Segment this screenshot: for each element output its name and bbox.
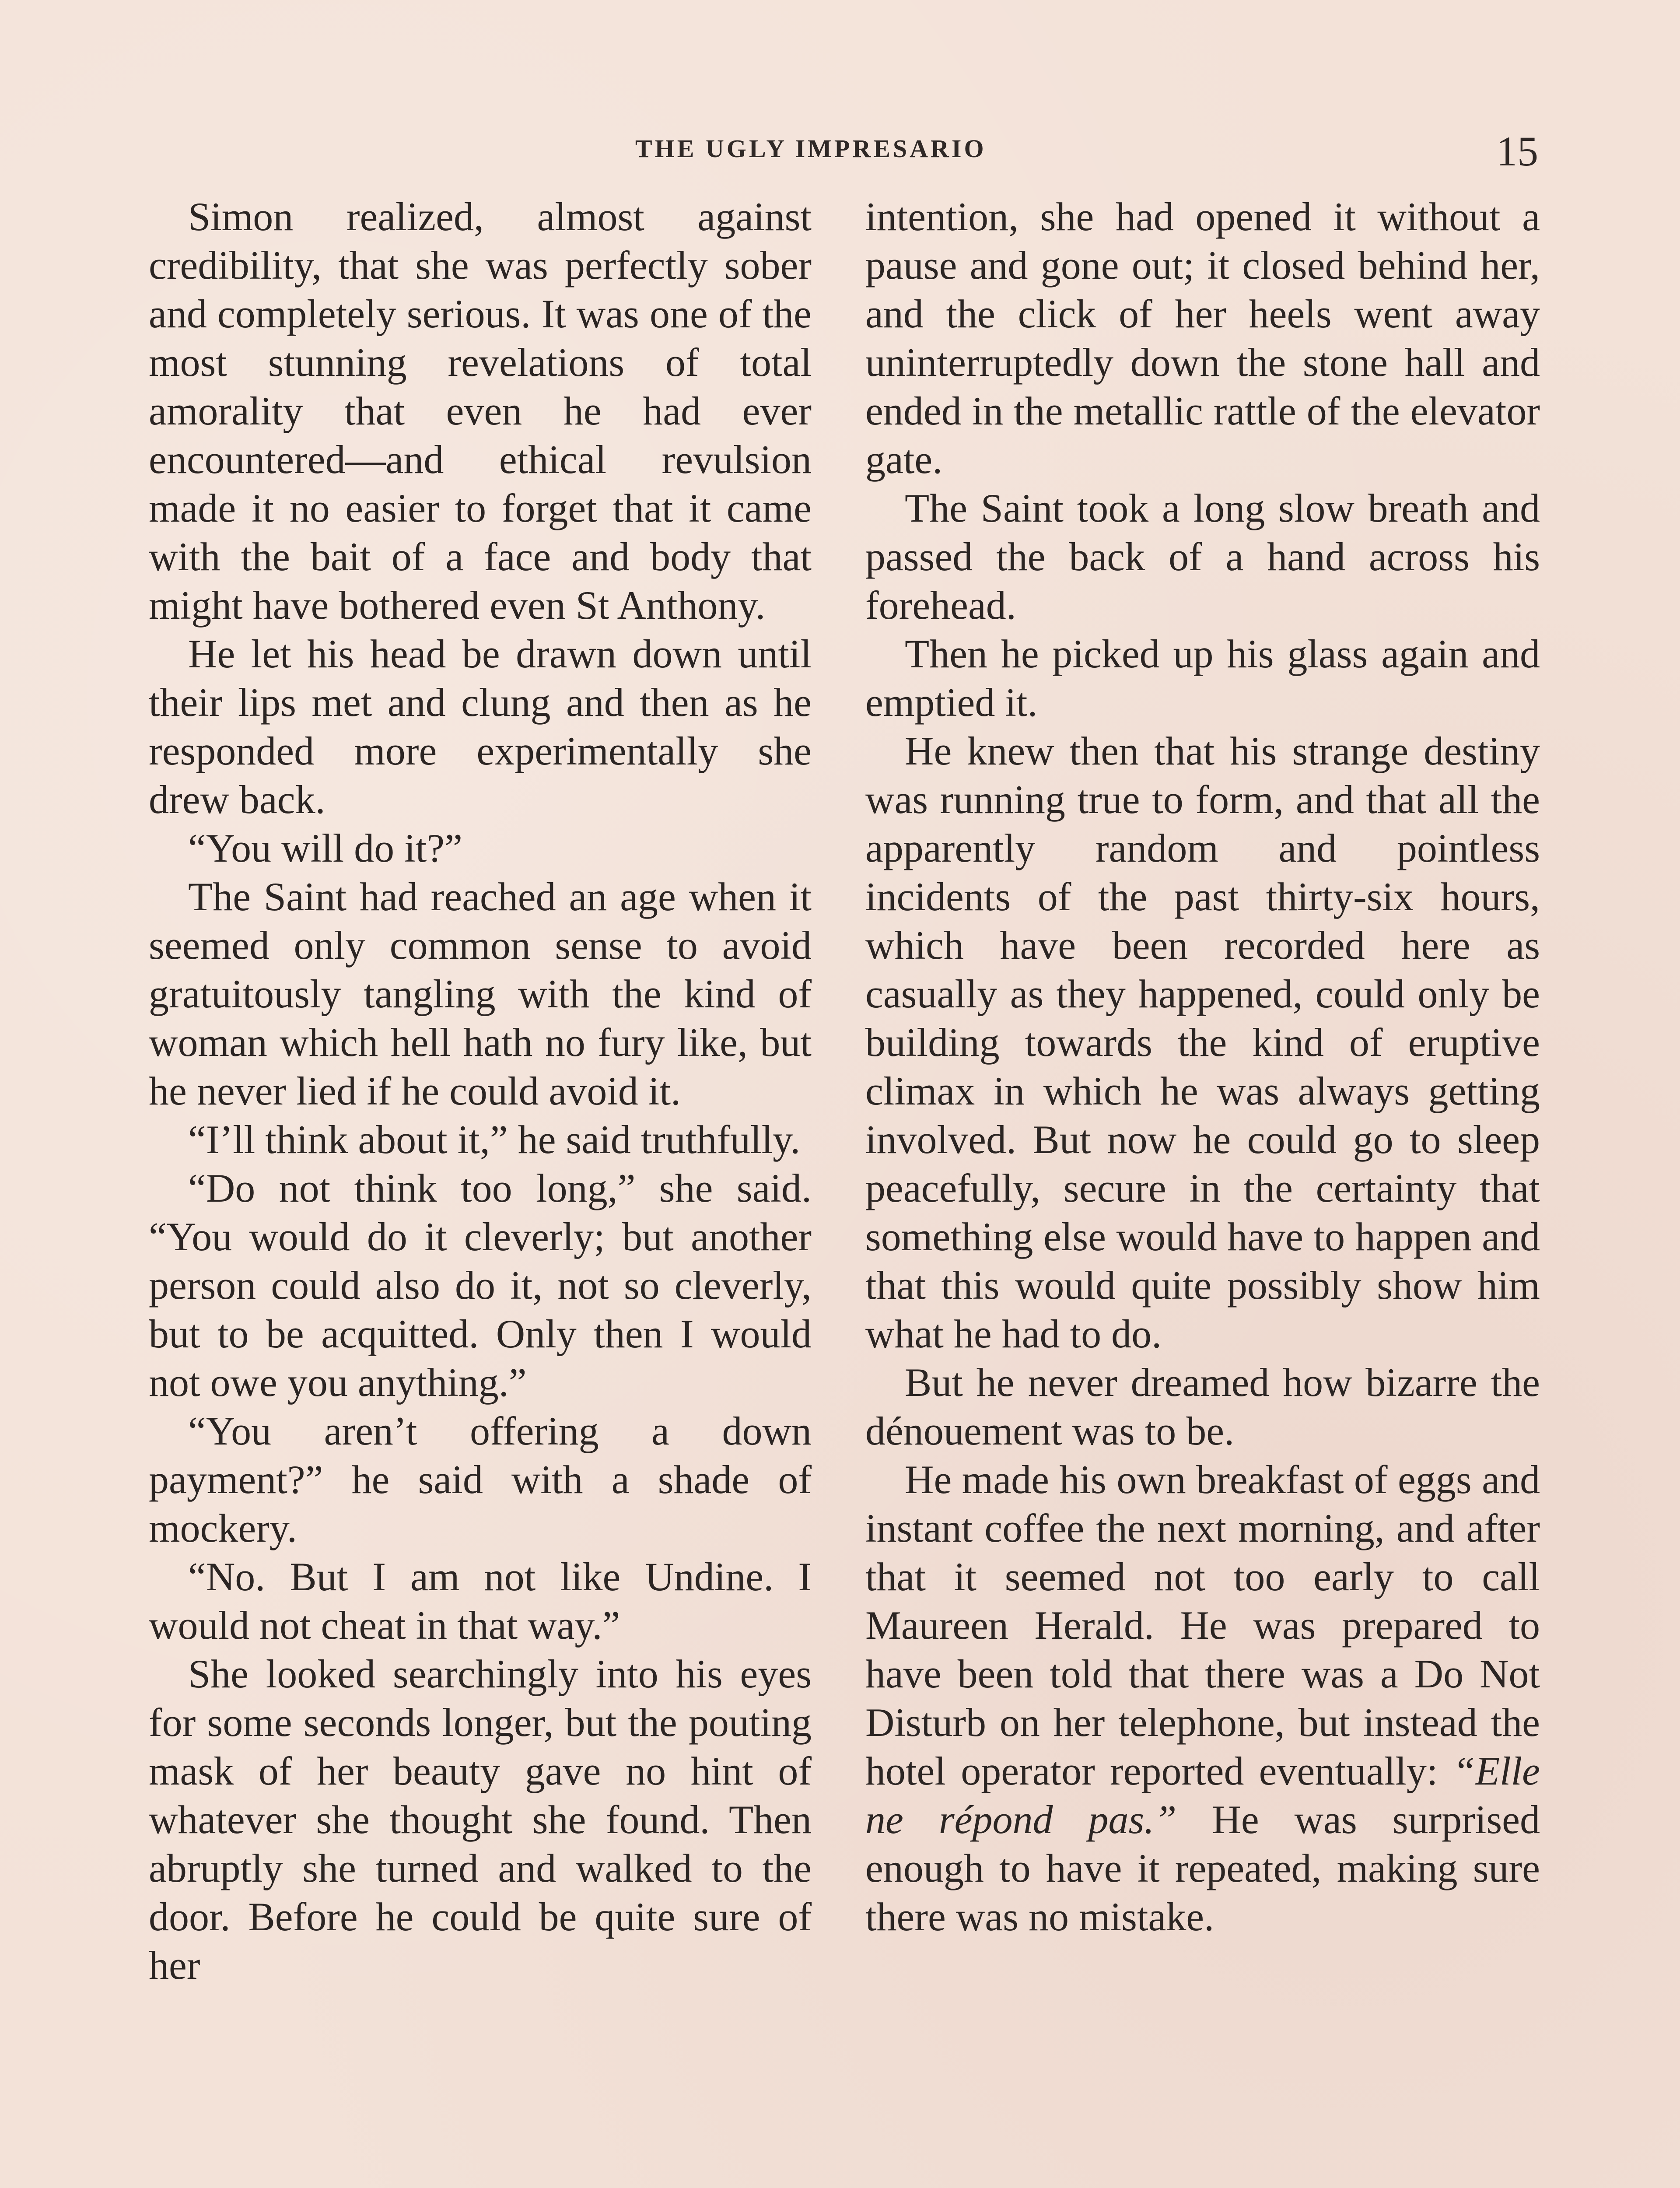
paragraph: Simon realized, almost against credibility, that she was perfectly sober and completely serious. It was one of the most stunning revelations of total amorality that even he had ever encountered—and ethical revulsion made it no easier to forget that it came with the bait of a face and body that might have bothered even St Anthony. — [149, 194, 812, 628]
paragraph-continuation: intention, she had opened it without a pause and gone out; it closed behind her, and the click of her heels went away uninterruptedly down the stone hall and ended in the metallic rattle of the elevator gate. — [865, 194, 1540, 482]
paragraph: “You will do it?” — [188, 826, 462, 870]
final-paragraph-end: He was surprised enough to have it repeated, making sure there was no mistake. — [865, 1797, 1540, 1939]
running-title: THE UGLY IMPRESARIO — [635, 134, 987, 163]
running-head — [0, 128, 1680, 175]
paragraph: “Do not think too long,” she said. “You would do it cleverly; but another person could also do it, not so cleverly, but to be acquitted. Only then I would not owe you anything.” — [149, 1166, 812, 1405]
final-paragraph-start: He made his own breakfast of eggs and instant coffee the next morning, and after that it seemed not too early to call Maureen Herald. He was prepared to have been told that there was a Do Not Disturb on her telephone, but instead the hotel operator reported eventually: — [865, 1457, 1540, 1793]
paragraph: But he never dreamed how bizarre the dénouement was to be. — [865, 1360, 1540, 1453]
paragraph: The Saint took a long slow breath and passed the back of a hand across his forehead. — [865, 486, 1540, 628]
paragraph: “No. But I am not like Undine. I would not cheat in that way.” — [149, 1554, 812, 1648]
left-column — [149, 193, 812, 1990]
paragraph: “You aren’t offering a down payment?” he said with a shade of mockery. — [149, 1409, 812, 1550]
french-quote: “Elle ne répond pas.” — [865, 1749, 1540, 1842]
paragraph: “I’ll think about it,” he said truthfully. — [188, 1117, 801, 1162]
right-column — [865, 193, 1540, 1941]
paragraph: Then he picked up his glass again and emptied it. — [865, 631, 1540, 725]
page-number: 15 — [1496, 128, 1538, 175]
paragraph-final — [865, 1455, 1540, 1941]
paragraph: The Saint had reached an age when it seemed only common sense to avoid gratuitously tangling with the kind of woman which hell hath no fury like, but he never lied if he could avoid it. — [149, 874, 812, 1113]
paragraph: She looked searchingly into his eyes for some seconds longer, but the pouting mask of her beauty gave no hint of whatever she thought she found. Then abruptly she turned and walked to the door. Before he could be quite sure of her — [149, 1652, 812, 1988]
paragraph: He knew then that his strange destiny was running true to form, and that all the apparently random and pointless incidents of the past thirty-six hours, which have been recorded here as casually as they happened, could only be building towards the kind of eruptive climax in which he was always getting involved. But now he could go to sleep peacefully, secure in the certainty that something else would have to happen and that this would quite possibly show him what he had to do. — [865, 729, 1540, 1356]
paragraph: He let his head be drawn down until their lips met and clung and then as he responded more experimentally she drew back. — [149, 631, 812, 822]
